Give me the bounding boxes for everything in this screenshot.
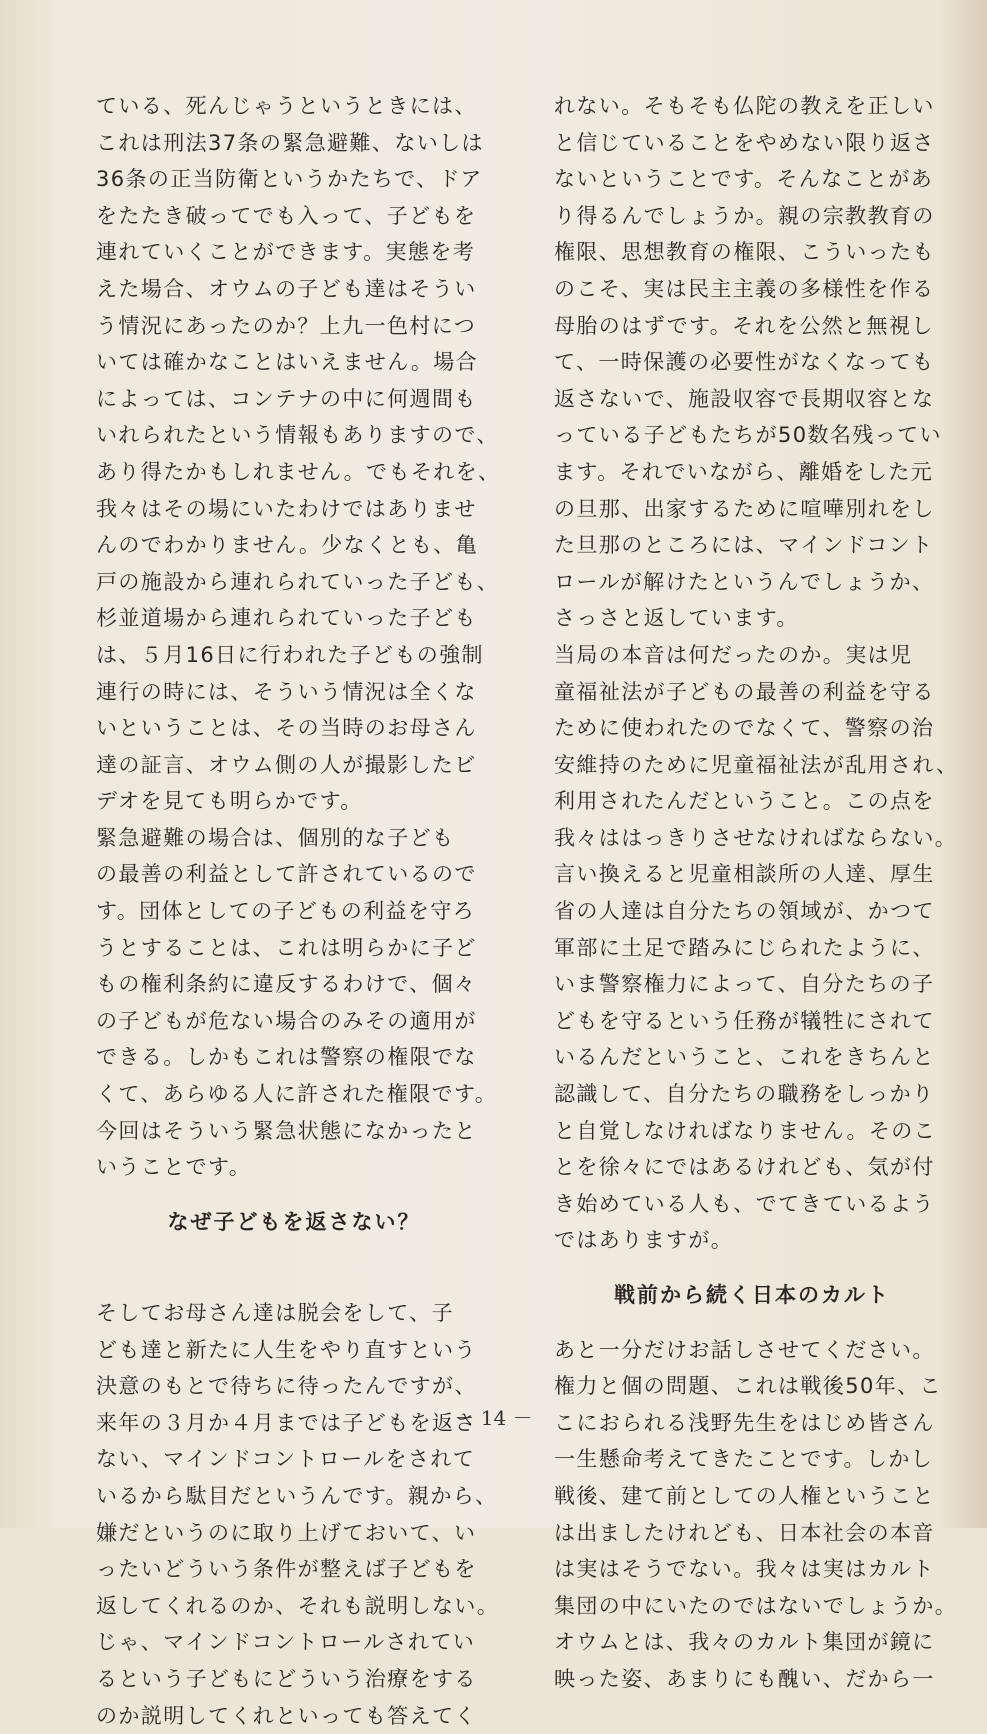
text-line: 集団の中にいたのではないでしょうか。 bbox=[554, 1593, 958, 1618]
text-line: と自覚しなければなりません。そのこ bbox=[554, 1118, 937, 1143]
text-line: れない。そもそも仏陀の教えを正しい bbox=[554, 94, 935, 118]
text-line: 杉並道場から連れられていった子ども bbox=[96, 606, 477, 631]
text-line: 省の人達は自分たちの領域が、かつて bbox=[554, 899, 935, 924]
text-line: 来年の３月か４月までは子どもを返さ bbox=[96, 1410, 477, 1435]
text-line: 利用されたんだということ。この点を bbox=[554, 789, 935, 814]
text-line: 言い換えると児童相談所の人達、厚生 bbox=[554, 862, 935, 887]
text-line: るという子どもにどういう治療をする bbox=[96, 1666, 477, 1691]
text-line: あり得たかもしれません。でもそれを、 bbox=[96, 459, 501, 484]
text-line: す。団体としての子どもの利益を守ろ bbox=[96, 899, 476, 924]
text-line: ます。それでいながら、離婚をした元 bbox=[554, 459, 934, 484]
text-line: ではありますが。 bbox=[554, 1228, 734, 1253]
text-line: ている、死んじゃうというときには、 bbox=[96, 94, 477, 118]
text-line: あと一分だけお話しさせてください。 bbox=[554, 1337, 935, 1362]
text-line: 今回はそういう緊急状態になかったと bbox=[96, 1118, 477, 1143]
text-line: いということは、その当時のお母さん bbox=[96, 716, 477, 741]
text-line: は出ましたけれども、日本社会の本音 bbox=[554, 1520, 935, 1545]
text-line: ないということです。そんなことがあ bbox=[554, 167, 934, 192]
text-line: 当局の本音は何だったのか。実は児 bbox=[554, 642, 913, 667]
text-line: 我々はその場にいたわけではありませ bbox=[96, 496, 477, 521]
text-line: 安維持のために児童福祉法が乱用され、 bbox=[554, 752, 959, 777]
text-line: そしてお母さん達は脱会をして、子 bbox=[96, 1301, 454, 1325]
right-paragraph-2 bbox=[554, 637, 959, 1259]
text-line: 映った姿、あまりにも醜い、だから一 bbox=[554, 1666, 935, 1691]
left-paragraph-2 bbox=[96, 820, 498, 1186]
right-paragraph-3 bbox=[554, 1332, 958, 1698]
text-line: ために使われたのでなくて、警察の治 bbox=[554, 716, 935, 741]
left-paragraph-1 bbox=[96, 88, 501, 820]
text-line: 緊急避難の場合は、個別的な子ども bbox=[96, 825, 455, 850]
text-line: デオを見ても明らかです。 bbox=[96, 789, 363, 814]
section-heading-prewar-cult: 戦前から続く日本のカルト bbox=[614, 1283, 890, 1307]
text-line: の旦那、出家するために喧嘩別れをし bbox=[554, 496, 935, 521]
text-line: 決意のもとで待ちに待ったんですが、 bbox=[96, 1374, 477, 1399]
text-line: えた場合、オウムの子ども達はそうい bbox=[96, 276, 477, 301]
text-line: 母胎のはずです。それを公然と無視し bbox=[554, 313, 934, 338]
page-number: － 14 － bbox=[454, 1406, 533, 1430]
right-column bbox=[554, 88, 959, 1698]
text-line: 達の証言、オウム側の人が撮影したビ bbox=[96, 752, 477, 777]
text-line: っている子どもたちが50数名残ってい bbox=[554, 423, 942, 448]
text-line: これは刑法37条の緊急避難、ないしは bbox=[96, 130, 484, 155]
text-line: は実はそうでない。我々は実はカルト bbox=[554, 1557, 935, 1582]
text-line: き始めている人も、でてきているよう bbox=[554, 1191, 935, 1216]
text-line: 戸の施設から連れられていった子ども、 bbox=[96, 569, 500, 594]
text-line: いれられたという情報もありますので、 bbox=[96, 423, 499, 448]
text-line: 権限、思想教育の権限、こういったも bbox=[554, 240, 935, 265]
text-line: の子どもが危ない場合のみその適用が bbox=[96, 1008, 477, 1033]
text-line: こにおられる浅野先生をはじめ皆さん bbox=[554, 1410, 935, 1435]
text-line: んのでわかりません。少なくとも、亀 bbox=[96, 533, 479, 558]
text-line: う情況にあったのか？上九一色村につ bbox=[96, 313, 477, 338]
text-line: とを徐々にではあるけれども、気が付 bbox=[554, 1155, 935, 1180]
text-line: もの権利条約に違反するわけで、個々 bbox=[96, 972, 477, 997]
text-line: た旦那のところには、マインドコント bbox=[554, 533, 934, 558]
text-line: いるから駄目だというんです。親から、 bbox=[96, 1483, 498, 1508]
text-line: のか説明してくれといっても答えてく bbox=[96, 1703, 477, 1728]
text-line: 軍部に土足で踏みにじられたように、 bbox=[554, 935, 935, 960]
text-line: 連行の時には、そういう情況は全くな bbox=[96, 679, 477, 704]
text-line: の最善の利益として許されているので bbox=[96, 862, 477, 887]
text-line: いるんだということ、これをきちんと bbox=[554, 1045, 935, 1070]
text-line: ない、マインドコントロールをされて bbox=[96, 1447, 476, 1472]
text-line: いては確かなことはいえません。場合 bbox=[96, 350, 479, 375]
text-line: 返してくれるのか、それも説明しない。 bbox=[96, 1593, 500, 1618]
text-line: ども達と新たに人生をやり直すという bbox=[96, 1337, 477, 1362]
text-line: のこそ、実は民主主義の多様性を作る bbox=[554, 276, 935, 301]
section-heading-return-children: なぜ子どもを返さない？ bbox=[167, 1209, 421, 1234]
text-line: くて、あらゆる人に許された権限です。 bbox=[96, 1082, 498, 1107]
text-line: どもを守るという任務が犠牲にされて bbox=[554, 1008, 935, 1033]
text-line: 童福祉法が子どもの最善の利益を守る bbox=[554, 679, 935, 704]
text-line: をたたき破ってでも入って、子どもを bbox=[96, 203, 477, 228]
text-line: 返さないで、施設収容で長期収容とな bbox=[554, 386, 935, 411]
text-line: じゃ、マインドコントロールされてい bbox=[96, 1630, 476, 1655]
text-line: 一生懸命考えてきたことです。しかし bbox=[554, 1447, 934, 1472]
text-line: いま警察権力によって、自分たちの子 bbox=[554, 972, 935, 997]
text-line: ロールが解けたというんでしょうか、 bbox=[554, 569, 935, 594]
text-line: 連れていくことができます。実態を考 bbox=[96, 240, 476, 265]
text-line: 戦後、建て前としての人権ということ bbox=[554, 1483, 935, 1508]
text-line: いうことです。 bbox=[96, 1155, 252, 1180]
text-line: オウムとは、我々のカルト集団が鏡に bbox=[554, 1630, 935, 1655]
text-line: 36条の正当防衛というかたちで、ドア bbox=[96, 167, 483, 192]
text-line: は、５月16日に行われた子どもの強制 bbox=[96, 642, 484, 667]
text-line: によっては、コンテナの中に何週間も bbox=[96, 386, 477, 411]
text-line: うとすることは、これは明らかに子ど bbox=[96, 935, 477, 960]
text-line: 認識して、自分たちの職務をしっかり bbox=[554, 1082, 935, 1107]
text-line: できる。しかもこれは警察の権限でな bbox=[96, 1045, 477, 1070]
text-line: 嫌だというのに取り上げておいて、い bbox=[96, 1520, 477, 1545]
text-line: さっさと返しています。 bbox=[554, 606, 799, 631]
text-line: ったいどういう条件が整えば子どもを bbox=[96, 1557, 477, 1582]
text-line: 我々ははっきりさせなければならない。 bbox=[554, 825, 958, 850]
text-line: と信じていることをやめない限り返さ bbox=[554, 130, 935, 155]
text-line: て、一時保護の必要性がなくなっても bbox=[554, 350, 935, 375]
text-line: 権力と個の問題、これは戦後50年、こ bbox=[554, 1374, 942, 1399]
text-line: り得るんでしょうか。親の宗教教育の bbox=[554, 203, 935, 228]
right-paragraph-1 bbox=[554, 88, 950, 637]
